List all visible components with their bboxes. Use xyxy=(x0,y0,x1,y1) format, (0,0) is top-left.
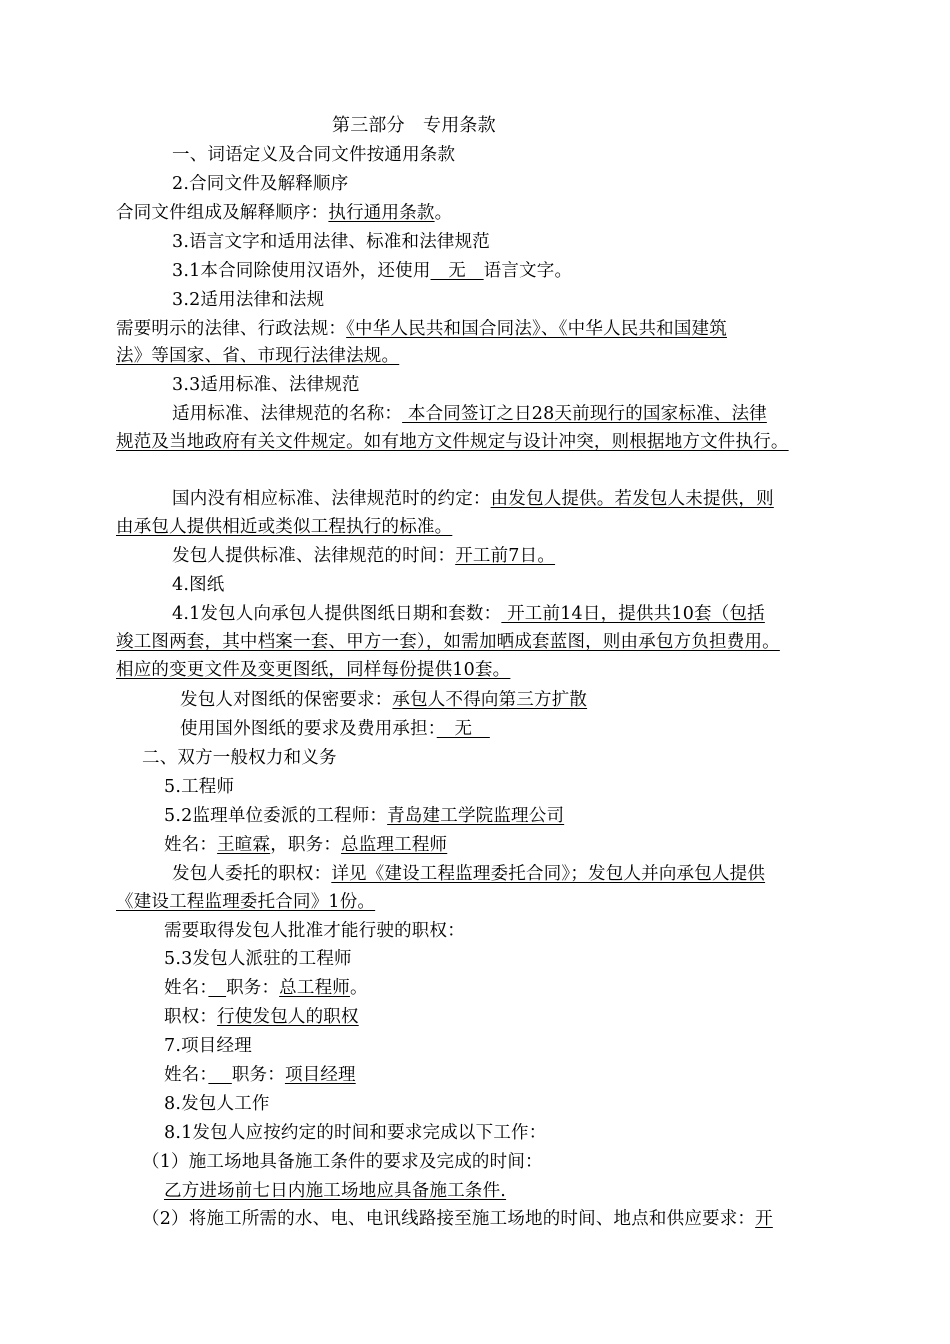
clause-label: 使用国外图纸的要求及费用承担： xyxy=(180,719,437,739)
name-value xyxy=(208,978,226,998)
clause-3-3b-line-2: 由承包人提供相近或类似工程执行的标准。 xyxy=(116,517,453,537)
clause-value: 行使发包人的职权 xyxy=(217,1007,359,1027)
clause-value: 《中华人民共和国合同法》、《中华人民共和国建筑 xyxy=(346,319,727,339)
clause-label: 发包人对图纸的保密要求： xyxy=(180,690,393,710)
clause-3-2-line-1 xyxy=(116,317,727,341)
clause-3-2-line-2: 法》等国家、省、市现行法律法规。 xyxy=(116,346,400,366)
part-2-heading: 二、双方一般权力和义务 xyxy=(142,748,337,768)
clause-8-1-item-1-value: 乙方进场前七日内施工场地应具备施工条件. xyxy=(164,1181,507,1201)
page-title: 第三部分 专用条款 xyxy=(332,115,496,136)
section-4-heading: 4.图纸 xyxy=(172,575,225,595)
clause-4-1-line-1 xyxy=(172,602,765,626)
clause-label: 合同文件组成及解释顺序： xyxy=(116,203,329,223)
clause-3-3b-line-1 xyxy=(172,487,774,511)
clause-value: 无 xyxy=(436,719,490,739)
clause-8-1-item-2 xyxy=(142,1207,773,1231)
clause-end: 语言文字。 xyxy=(483,261,573,281)
clause-5-2-auth-line-1 xyxy=(172,862,765,886)
clause-4-1c-line xyxy=(180,717,490,741)
clause-label: 职权： xyxy=(164,1007,218,1027)
clause-value: 开工前7日。 xyxy=(455,546,556,566)
clause-value: 详见《建设工程监理委托合同》；发包人并向承包人提供 xyxy=(331,864,766,884)
section-5-heading: 5.工程师 xyxy=(164,777,235,797)
clause-5-2-line xyxy=(164,804,564,828)
name-value xyxy=(208,1065,231,1085)
title-label: 职务： xyxy=(231,1065,285,1085)
clause-value: 开 xyxy=(755,1209,773,1229)
clause-label: （2）将施工所需的水、电、电讯线路接至施工场地的时间、地点和供应要求： xyxy=(142,1209,756,1229)
clause-8-1-item-1: （1）施工场地具备施工条件的要求及完成的时间： xyxy=(142,1152,543,1172)
clause-label: 需要明示的法律、行政法规： xyxy=(116,319,347,339)
clause-value: 执行通用条款 xyxy=(328,203,435,223)
section-8-heading: 8.发包人工作 xyxy=(164,1094,270,1114)
clause-3-3-line-1 xyxy=(172,402,767,426)
title-value: 总工程师 xyxy=(279,978,350,998)
title-value: 总监理工程师 xyxy=(341,835,448,855)
clause-3-3-line-2: 规范及当地政府有关文件规定。如有地方文件规定与设计冲突，则根据地方文件执行。 xyxy=(116,432,789,452)
clause-label: 4.1发包人向承包人提供图纸日期和套数： xyxy=(172,604,502,624)
clause-value: 承包人不得向第三方扩散 xyxy=(392,690,588,710)
clause-5-2-name-line xyxy=(164,833,447,857)
title-label: 职务： xyxy=(226,978,280,998)
clause-3-1-line xyxy=(172,259,572,283)
clause-label: 发包人委托的职权： xyxy=(172,864,332,884)
clause-8-1-heading: 8.1发包人应按约定的时间和要求完成以下工作： xyxy=(164,1123,547,1143)
name-label: 姓名： xyxy=(164,978,209,998)
clause-5-2-approval: 需要取得发包人批准才能行驶的职权： xyxy=(164,921,465,941)
clause-label: 5.2监理单位委派的工程师： xyxy=(164,806,388,826)
clause-value: 青岛建工学院监理公司 xyxy=(387,806,565,826)
title-label: ，职务： xyxy=(270,835,342,855)
clause-5-3-heading: 5.3发包人派驻的工程师 xyxy=(164,949,352,969)
section-7-heading: 7.项目经理 xyxy=(164,1036,252,1056)
section-2-heading: 2.合同文件及解释顺序 xyxy=(172,174,349,194)
clause-4-1b-line xyxy=(180,688,587,712)
title-value: 项目经理 xyxy=(284,1065,356,1085)
clause-3-3c-line xyxy=(172,544,555,568)
clause-2-line xyxy=(116,201,452,225)
clause-4-1-line-2: 竣工图两套，其中档案一套、甲方一套），如需加晒成套蓝图，则由承包方负担费用。 xyxy=(116,632,780,652)
clause-end: 。 xyxy=(349,978,368,998)
section-3-heading: 3.语言文字和适用法律、标准和法律规范 xyxy=(172,232,490,252)
clause-5-3-name-line xyxy=(164,976,368,1000)
clause-label: 3.1本合同除使用汉语外，还使用 xyxy=(172,261,431,281)
clause-4-1-line-3: 相应的变更文件及变更图纸，同样每份提供10套。 xyxy=(116,660,511,680)
clause-7-name-line xyxy=(164,1063,356,1087)
clause-label: 国内没有相应标准、法律规范时的约定： xyxy=(172,489,491,509)
clause-value: 由发包人提供。若发包人未提供，则 xyxy=(490,489,774,509)
clause-value: 本合同签订之日28天前现行的国家标准、法律 xyxy=(402,404,767,424)
name-label: 姓名： xyxy=(164,1065,209,1085)
clause-value: 无 xyxy=(430,261,484,281)
name-value: 王暄霖 xyxy=(217,835,271,855)
clause-5-2-auth-line-2: 《建设工程监理委托合同》1份。 xyxy=(116,892,376,912)
name-label: 姓名： xyxy=(164,835,218,855)
clause-3-2-heading: 3.2适用法律和法规 xyxy=(172,290,325,310)
clause-label: 适用标准、法律规范的名称： xyxy=(172,404,403,424)
clause-end: 。 xyxy=(434,203,453,223)
section-1-heading: 一、词语定义及合同文件按通用条款 xyxy=(172,145,456,165)
clause-value: 开工前14日，提供共10套（包括 xyxy=(501,604,765,624)
clause-5-3-auth-line xyxy=(164,1005,359,1029)
clause-label: 发包人提供标准、法律规范的时间： xyxy=(172,546,456,566)
clause-3-3-heading: 3.3适用标准、法律规范 xyxy=(172,375,360,395)
